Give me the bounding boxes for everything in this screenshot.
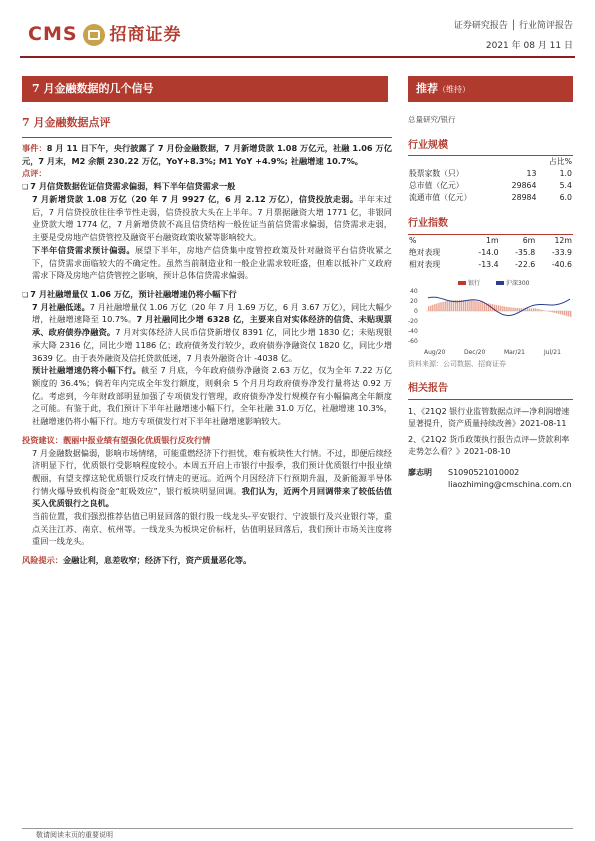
risk-paragraph: [22, 554, 392, 567]
bank-bar: [445, 301, 446, 311]
bank-bar: [512, 307, 513, 310]
rating-sub: （维持）: [438, 85, 470, 94]
table-row: [408, 259, 573, 271]
row-value: -35.8: [515, 247, 536, 257]
bank-bar: [539, 309, 540, 311]
bank-bar: [527, 308, 528, 311]
legend-hs300: 沪深300: [506, 279, 530, 287]
related-reports-title: 相关报告: [408, 381, 573, 400]
credit-lead: 7 月新增贷款 1.08 万亿（20 年 7 月 9927 亿，6 月 2.12 万亿），信贷投放走弱。: [32, 194, 359, 204]
bank-bar: [535, 308, 536, 311]
table-header-row: [408, 156, 573, 168]
bank-bar: [529, 308, 530, 311]
bank-bar: [570, 311, 571, 317]
header-divider: [20, 56, 575, 58]
bank-bar: [496, 305, 497, 311]
related-reports-list: [408, 406, 573, 459]
footer-note: 敬请阅读末页的重要说明: [36, 831, 113, 839]
bank-bar: [449, 300, 450, 310]
brand-logo: [28, 22, 182, 48]
credit-outlook-lead: 下半年信贷需求预计偏弱。: [32, 244, 135, 255]
investment-body: 7 月金融数据偏弱，影响市场情绪，可能重燃经济下行担忧，难有板块性大行情。不过，即便后续经济明显下行，优质银行受影响程度较小。本周五开启上市银行中报季，我们预计优质银行中报业绩靓丽，有望支撑这轮优质银行反攻行情走的更远。近两个月因经济下行预期升温，及新能源半导体行情火爆导致机构资金“虹吸效应”，银行板块明显回调。: [32, 447, 392, 496]
bank-bar: [552, 311, 553, 312]
row-label: 总市值（亿元）: [409, 181, 464, 191]
section-divider: [22, 137, 392, 138]
bank-bar: [428, 306, 429, 311]
report-meta: [454, 20, 573, 54]
bank-bar: [498, 305, 499, 311]
bank-bar: [467, 300, 468, 311]
y-tick-label: -20: [408, 317, 418, 325]
tsf-paragraph-1: [22, 301, 392, 365]
row-label: 流通市值（亿元）: [409, 193, 472, 203]
industry-index-table: [408, 235, 573, 271]
tsf-outlook-body: 截至 7 月底，今年政府债券净融资 2.63 万亿，仅为全年 7.22 万亿额度的 36.4%；倘若年内完成全年发行额度，则剩余 5 个月月均政府债券净发行量将达 0.92 万亿。考虑到，今年财政部明显加强了专项债发行管理，政府债券净发行规模存有小幅偏离全年额度之可能。有鉴于此，我们预计下半年社融增速小幅下行，全年社融 31.0 万亿，社融增速 10.3%，社融增速仍将小幅下行。地方专项债发行对下半年社融增速影响较大。: [32, 365, 392, 427]
bank-bar: [438, 303, 439, 311]
main-content: [22, 114, 392, 567]
bank-bar: [442, 302, 443, 311]
bank-bar: [479, 301, 480, 310]
event-label: 事件：: [22, 143, 47, 154]
credit-paragraph-2: [22, 244, 392, 282]
row-pct: 5.4: [559, 181, 572, 191]
chart-source: 资料来源：公司数据、招商证券: [408, 359, 506, 368]
y-tick-label: 40: [410, 287, 418, 295]
row-label: 绝对表现: [409, 247, 441, 257]
logo-text: CMS: [28, 23, 78, 46]
legend-swatch-hs300: [496, 281, 504, 285]
row-value: -22.6: [515, 259, 536, 269]
industry-scale-table: [408, 156, 573, 204]
industry-scale-title: 行业规模: [408, 138, 573, 157]
subsection-tsf-head: [22, 288, 392, 301]
bank-bar: [560, 311, 561, 314]
x-tick-label: Aug/20: [424, 348, 446, 356]
rating-label: 推荐: [416, 82, 438, 95]
rating-bar: [408, 76, 573, 102]
x-tick-label: Mar/21: [504, 348, 525, 356]
logo-chinese-text: 招商证券: [109, 24, 182, 45]
bank-bar: [564, 311, 565, 315]
x-tick-label: Dec/20: [464, 348, 486, 356]
bank-bar: [484, 302, 485, 310]
table-header-row: [408, 235, 573, 247]
tsf-paragraph-2: [22, 364, 392, 428]
bank-bar: [471, 300, 472, 311]
analyst-name: 廖志明: [408, 467, 432, 477]
bank-bar: [508, 307, 509, 311]
row-value: -14.0: [478, 247, 499, 257]
chart-svg: [408, 277, 573, 357]
section-title: 7 月金融数据点评: [22, 116, 111, 129]
investment-view: 我们认为，近两个月回调带来了较低估值买入优质银行之良机。: [32, 485, 392, 509]
bank-bar: [482, 302, 483, 311]
row-value: 28984: [511, 193, 537, 203]
tsf-body-1: 7 月社融增量仅 1.06 万亿（20 年 7 月 1.69 万亿，6 月 3.67 万亿），同比大幅少增，社融增速降至 10.7%。: [32, 301, 392, 325]
analyst-info: [408, 467, 573, 492]
industry-index-title: 行业指数: [408, 216, 573, 235]
y-tick-label: -60: [408, 337, 418, 345]
sector-tag: 总量研究/银行: [408, 115, 456, 124]
bank-bar: [436, 303, 437, 311]
bank-bar: [432, 304, 433, 310]
bank-bar: [451, 300, 452, 311]
subsection-credit-head: [22, 180, 392, 193]
bank-bar: [533, 308, 534, 311]
tsf-outlook-lead: 预计社融增速仍将小幅下行。: [32, 365, 141, 376]
tsf-lead: 7 月社融低迷。: [32, 301, 90, 312]
page-header: [0, 0, 595, 62]
sidebar: [408, 114, 573, 491]
row-value: -13.4: [478, 259, 499, 269]
bank-bar: [506, 306, 507, 310]
bank-bar: [504, 306, 505, 311]
column-header: 12m: [554, 235, 572, 245]
event-paragraph: [22, 142, 392, 167]
bank-bar: [537, 309, 538, 311]
logo-emblem-icon: [83, 24, 105, 46]
index-performance-chart: [408, 277, 573, 357]
column-header: %: [409, 235, 417, 245]
credit-outlook-body: 展望下半年，房地产信贷集中度管控政策及针对融资平台信贷收紧之下，信贷需求面临较大的不确定性。虽然当前制造业和一般企业需求较旺盛，但难以抵补广义政府需求下降及房地产信贷管控之影响，预计总体信贷需求偏弱。: [32, 244, 392, 281]
legend-swatch-bank: [458, 281, 466, 285]
row-pct: 1.0: [559, 169, 572, 179]
y-tick-label: 0: [414, 307, 418, 315]
list-item: 1、《21Q2 银行业监管数据点评—净利润增速显著提升，资产质量持续改善》2021-08-11: [408, 406, 570, 429]
row-value: 29864: [511, 181, 537, 191]
list-item: 2、《21Q2 货币政策执行报告点评—贷款利率走势怎么看？》2021-08-10: [408, 434, 570, 457]
footer-divider: [22, 828, 573, 829]
row-value: -40.6: [551, 259, 572, 269]
analyst-license: S1090521010002: [448, 467, 520, 477]
bank-bar: [558, 311, 559, 314]
tsf-body-2: 7 月对实体经济人民币信贷新增仅 8391 亿，同比少增 1830 亿；未贴现银承大降 2316 亿，同比少增 1186 亿；政府债务发行较少，政府债券净融资仅 1820 亿，同比少增 3639 亿。由于表外融资及信托贷款低迷，7 月表外融资合计 -4038 亿。: [32, 327, 392, 363]
bank-bar: [517, 308, 518, 311]
bank-bar: [447, 301, 448, 311]
row-value: -33.9: [551, 247, 572, 257]
bank-bar: [475, 301, 476, 311]
bank-bar: [502, 306, 503, 311]
column-header: 6m: [522, 235, 536, 245]
bank-bar: [514, 307, 515, 310]
bank-bar: [566, 311, 567, 316]
investment-paragraph-1: [22, 447, 392, 511]
bank-bar: [531, 308, 532, 311]
row-label: 股票家数（只）: [409, 169, 464, 179]
x-tick-label: Jul/21: [544, 348, 561, 356]
subsection-tsf-head-text: 7 月社融增量仅 1.06 万亿，预计社融增速仍将小幅下行: [30, 288, 237, 299]
y-tick-label: 20: [410, 297, 418, 305]
event-text: 8 月 11 日下午，央行披露了 7 月份金融数据，7 月新增贷款 1.08 万亿元，社融 1.06 万亿元，7 月末，M2 余额 230.22 万亿，YoY+8.3%; M1 YoY +4.9%; 社融增速 10.7%。: [22, 143, 392, 166]
table-row: [408, 192, 573, 204]
bank-bar: [434, 304, 435, 311]
comment-label: 点评：: [22, 168, 47, 179]
subsection-credit-head-text: 7 月信贷数据佐证信贷需求偏弱，料下半年信贷需求一般: [30, 181, 236, 192]
bank-bar: [556, 311, 557, 313]
pct-column-header: 占比%: [548, 157, 572, 167]
y-tick-label: -40: [408, 327, 418, 335]
bank-bar: [500, 305, 501, 310]
table-row: [408, 180, 573, 192]
report-title-bar: 7 月金融数据的几个信号: [22, 76, 388, 102]
bank-bar: [469, 300, 470, 311]
bank-bar: [568, 311, 569, 316]
bank-bar: [562, 311, 563, 315]
table-row: [408, 168, 573, 180]
bank-bar: [543, 310, 544, 311]
bank-bar: [465, 300, 466, 311]
risk-text: 金融让利，息差收窄；经济下行，资产质量恶化等。: [62, 555, 252, 566]
bank-bar: [541, 310, 542, 311]
row-value: 13: [526, 169, 537, 179]
analyst-email[interactable]: liaozhiming@cmschina.com.cn: [448, 479, 572, 489]
credit-body: 半年末过后，7 月信贷投放往往季节性走弱，信贷投放大头在上半年。7 月票据融资大增 1771 亿，非银同业贷款大增 1774 亿，7 月新增贷款不高且信贷结构一般佐证当前信贷需求偏弱，信贷需求走弱，主要是受房地产信贷管控及融资平台融资政策收紧等影响较大。: [32, 194, 392, 243]
tsf-body-bold: 7 月社融同比少增 6328 亿，主要来自对实体经济的信贷、未贴现票承、政府债券净融资。: [32, 314, 392, 338]
column-header: 1m: [486, 235, 499, 245]
bank-bar: [554, 311, 555, 313]
report-date: 2021 年 08 月 11 日: [485, 40, 573, 51]
row-pct: 6.0: [559, 193, 572, 203]
investment-paragraph-2: 当前位置，我们强烈推荐估值已明显回落的银行股一线龙头-平安银行、宁波银行及兴业银行等，重点关注江苏、南京、杭州等。一线龙头为板块定价标杆，估值明显回落后，我们预计市场关注度将重回一线龙头。: [32, 511, 392, 547]
bank-bar: [477, 301, 478, 311]
risk-label: 风险提示：: [22, 555, 63, 566]
bank-bar: [473, 300, 474, 310]
bank-bar: [440, 302, 441, 311]
investment-head: 投资建议：靓丽中报业绩有望强化优质银行反攻行情: [22, 434, 211, 445]
bank-series-bars: [428, 300, 571, 317]
bank-bar: [430, 305, 431, 311]
legend-bank: 银行: [468, 279, 481, 287]
bank-bar: [519, 308, 520, 311]
row-label: 相对表现: [409, 259, 441, 269]
credit-paragraph-1: [22, 193, 392, 244]
report-type: 证券研究报告 │ 行业简评报告: [453, 21, 573, 31]
bank-bar: [510, 307, 511, 311]
table-row: [408, 247, 573, 259]
bank-bar: [549, 311, 550, 312]
